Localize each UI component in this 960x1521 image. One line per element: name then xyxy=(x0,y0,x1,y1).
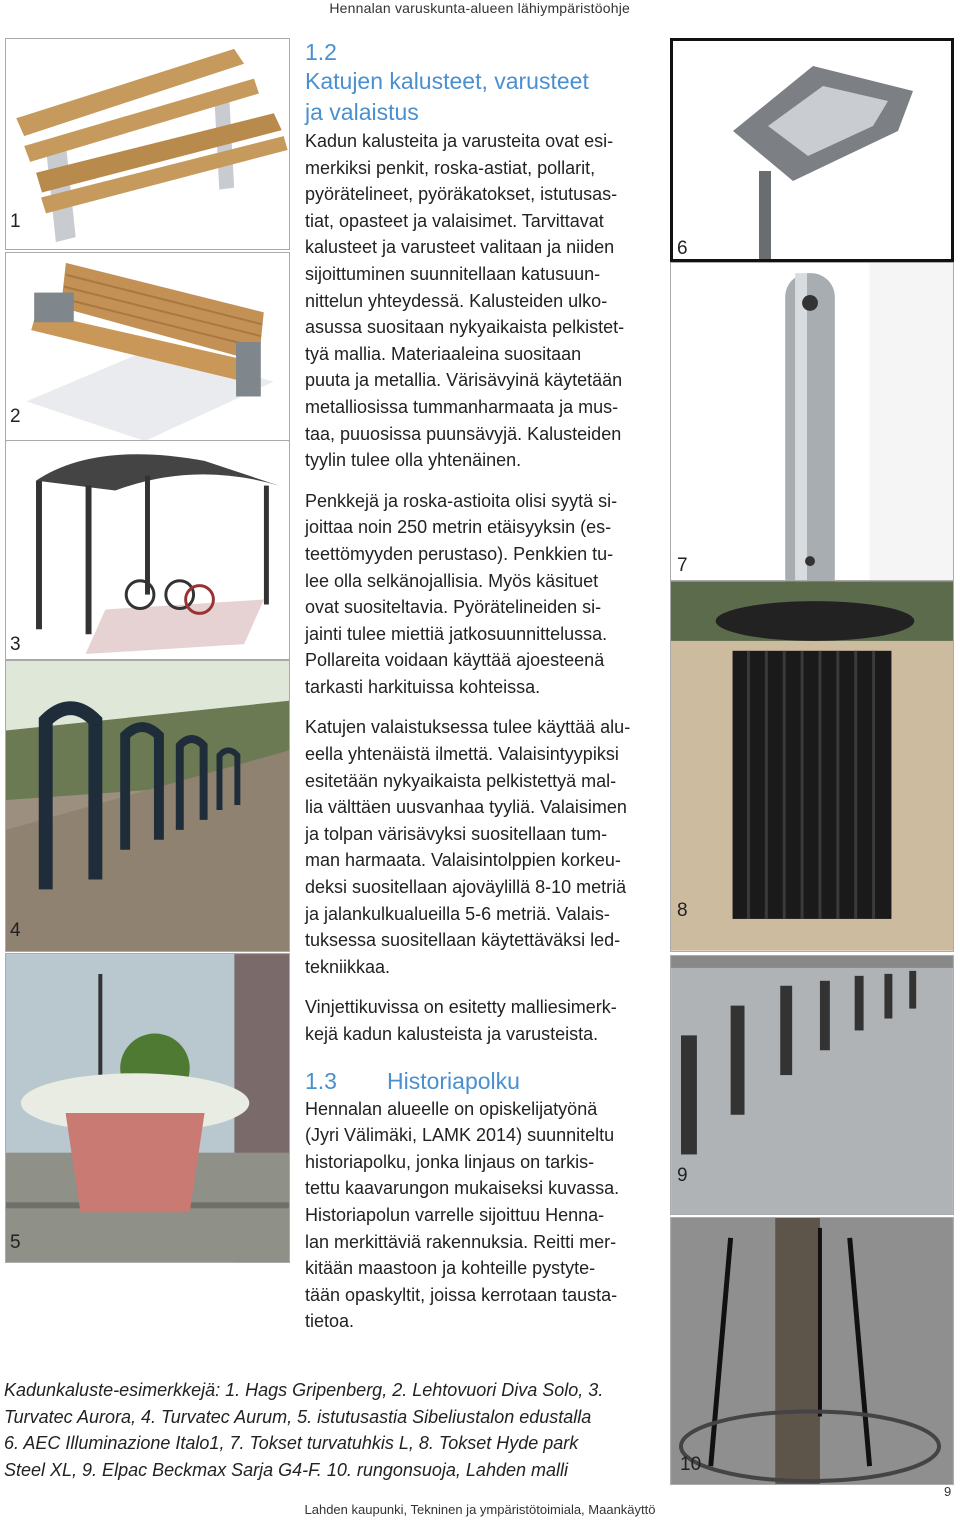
bench-photo-2 xyxy=(5,252,290,442)
bench-illustration xyxy=(6,39,289,249)
image-label-4: 4 xyxy=(10,920,21,941)
tree-guard-photo xyxy=(670,1217,954,1485)
section-heading-history-path xyxy=(305,1066,660,1096)
ashtray-photo xyxy=(670,262,954,607)
running-header: Hennalan varuskunta-alueen lähiympäristöohje xyxy=(329,0,630,16)
street-light-illustration xyxy=(673,41,951,259)
bollards-photo xyxy=(670,955,954,1215)
trash-can-photo xyxy=(670,580,954,952)
image-label-6: 6 xyxy=(677,238,688,259)
image-label-5: 5 xyxy=(10,1232,21,1253)
planter-illustration xyxy=(6,954,289,1262)
section2-number: 1.3 xyxy=(305,1067,337,1094)
paragraph-benches: Penkkejä ja roska-astioita olisi syytä si- joittaa noin 250 metrin etäisyyksin (es- teettömyyden perustaso). Penkkien tu- lee olla selkänojallisia. Myös käsituet ovat suositeltavia. Pyörätelineiden si- jainti tulee miettiä jatkosuunnittelussa. Pollareita voidaan käyttää ajoesteenä tarkasti harkituissa kohteissa. xyxy=(305,490,618,697)
image-label-3: 3 xyxy=(10,634,21,655)
bench-illustration xyxy=(6,253,289,441)
page-number: 9 xyxy=(944,1484,952,1499)
bench-photo-1 xyxy=(5,38,290,250)
image-label-1: 1 xyxy=(10,211,21,232)
paragraph-lighting: Katujen valaistuksessa tulee käyttää alu- eella yhtenäistä ilmettä. Valaisintyypiksi esitetään nykyaikaista pelkistettyä mal- lia välttäen uusvanhaa tyyliä. Valaisimen ja tolpan värisävyksi suositellaan tum- man harmaata. Valaisintolppien korkeu- deksi suositellaan ajoväylillä 8-10 metriä ja jalankulkualueilla 5-6 metriä. Valais- tuksessa suositellaan käytettäväksi led- tekniikkaa. xyxy=(305,717,631,977)
main-text-column xyxy=(305,38,660,1335)
ashtray-post-illustration xyxy=(671,263,953,606)
page-footer: Lahden kaupunki, Tekninen ja ympäristötoimiala, Maankäyttö xyxy=(304,1502,656,1517)
section2-title: Historiapolku xyxy=(387,1067,520,1094)
paragraph-vignettes: Vinjettikuvissa on esitetty malliesimerk- kejä kadun kalusteista ja varusteista. xyxy=(305,997,617,1044)
bike-shelter-photo xyxy=(5,440,290,660)
section-number: 1.2 xyxy=(305,39,337,65)
image-label-8: 8 xyxy=(677,900,688,921)
image-label-9: 9 xyxy=(677,1165,688,1186)
image-label-7: 7 xyxy=(677,555,688,576)
image-label-10: 10 xyxy=(680,1454,702,1475)
paragraph-history-path: Hennalan alueelle on opiskelijatyönä (Jyri Välimäki, LAMK 2014) suunniteltu historiapolku, jonka linjaus on tarkis- tettu kaavarungon mukaiseksi kuvassa. Historiapolun varrelle sijoittuu Henna- lan merkittäviä rakennuksia. Reitti mer- kitään maastoon ja kohteille pystyte- tään opaskyltit, joissa kerrotaan tausta- tietoa. xyxy=(305,1098,620,1332)
bike-rack-photo xyxy=(5,660,290,952)
tree-guard-illustration xyxy=(671,1218,953,1484)
image-caption: Kadunkaluste-esimerkkejä: 1. Hags Gripenberg, 2. Lehtovuori Diva Solo, 3. Turvatec Aurora, 4. Turvatec Aurum, 5. istutusastia Sibeliustalon edustalla 6. AEC Illuminazione Italo1, 7. Tokset turvatuhkis L, 8. Tokset Hyde park Steel XL, 9. Elpac Beckmax Sarja G4-F. 10. rungonsuoja, Lahden malli xyxy=(4,1380,604,1480)
bike-rack-illustration xyxy=(6,661,289,951)
paragraph-furniture: Kadun kalusteita ja varusteita ovat esi- merkiksi penkit, roska-astiat, pollarit, pyörätelineet, pyöräkatokset, istutusas- tiat, opasteet ja valaisimet. Tarvittavat kalusteet ja varusteet valitaan ja niiden sijoittuminen suunnitellaan katusuun- nittelun yhteydessä. Kalusteiden ulko- asussa suositaan nykyaikaista pelkistet- tyä mallia. Materiaaleina suositaan puuta ja metallia. Värisävyinä käytetään metalliosissa tummanharmaata ja mus- taa, puuosissa puunsävyjä. Kalusteiden tyylin tulee olla yhtenäinen. xyxy=(305,131,625,471)
street-light-photo xyxy=(670,38,954,262)
trash-can-illustration xyxy=(671,581,953,951)
bollards-illustration xyxy=(671,956,953,1214)
section-title-line-2: ja valaistus xyxy=(305,99,419,125)
section-title-line-1: Katujen kalusteet, varusteet xyxy=(305,68,589,94)
image-label-2: 2 xyxy=(10,406,21,427)
planter-photo xyxy=(5,953,290,1263)
bike-shelter-illustration xyxy=(6,441,289,659)
